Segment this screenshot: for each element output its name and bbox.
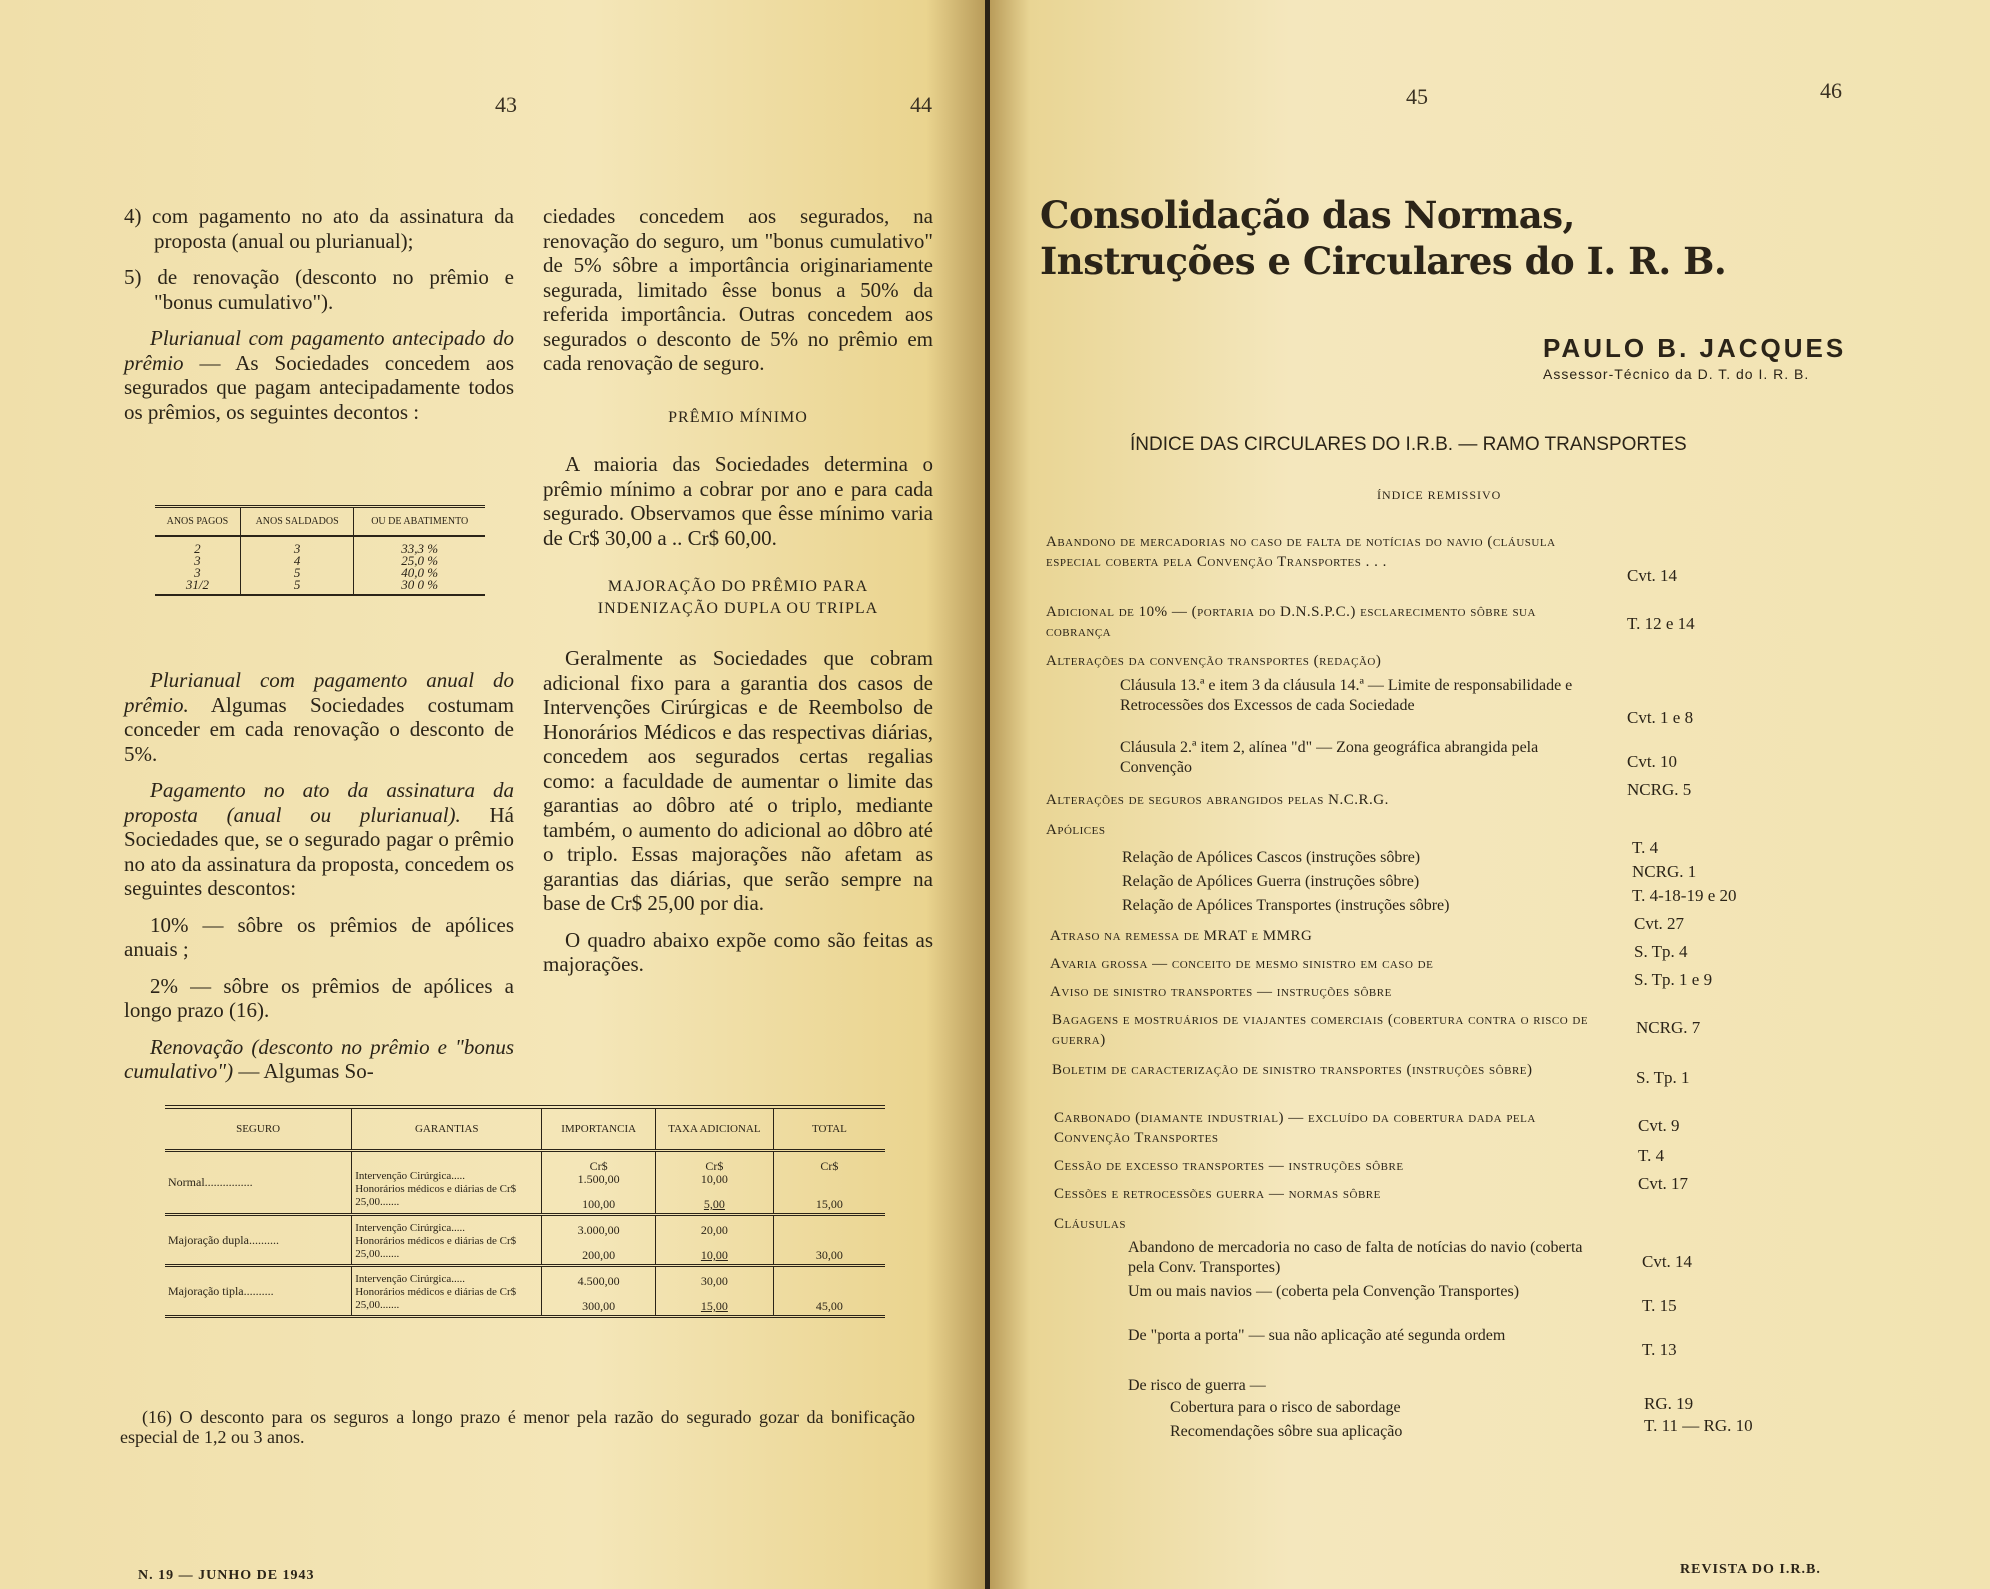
index-heading: ÍNDICE DAS CIRCULARES DO I.R.B. — RAMO TRANSPORTES	[1130, 434, 1687, 455]
col-header: ANOS PAGOS	[155, 507, 240, 537]
journal-footer: REVISTA DO I.R.B.	[1680, 1562, 1821, 1577]
table-row: 3 4 25,0 %	[155, 555, 485, 567]
index-entry: De "porta a porta" — sua não aplicação até segunda ordem	[1128, 1327, 1506, 1344]
paragraph-plurianual-anual: Plurianual com pagamento anual do prêmio. Algumas Sociedades costumam conceder em cada renovação o desconto de 5%.	[124, 668, 514, 766]
page-number-46: 46	[1820, 78, 1842, 103]
index-ref: NCRG. 1	[1632, 862, 1697, 881]
author-title: Assessor-Técnico da D. T. do I. R. B.	[1543, 366, 1810, 382]
col-header: SEGURO	[165, 1107, 352, 1151]
article-title: Consolidação das Normas, Instruções e Circulares do I. R. B.	[1040, 193, 1727, 283]
index-ref: T. 13	[1642, 1340, 1677, 1359]
index-ref: S. Tp. 1 e 9	[1634, 970, 1713, 989]
table-row-tripla: Majoração tipla.......... Intervenção Cirúrgica..... Honorários médicos e diárias de Cr$ 25,00....... 4.500,00 300,00 30,00 15,00 45,00	[165, 1266, 885, 1317]
index-entry: Avaria grossa — conceito de mesmo sinistro em caso de	[1050, 956, 1434, 972]
table-row: 3 5 40,0 %	[155, 567, 485, 579]
left-page	[0, 0, 985, 1589]
table-row-dupla: Majoração dupla.......... Intervenção Cirúrgica..... Honorários médicos e diárias de Cr$ 25,00....... 3.000,00 200,00 20,00 10,00 30,00	[165, 1215, 885, 1266]
index-ref: Cvt. 17	[1638, 1174, 1689, 1193]
col-header: TOTAL	[773, 1107, 885, 1151]
paragraph-10-percent: 10% — sôbre os prêmios de apólices anuais ;	[124, 912, 514, 961]
index-entry: Um ou mais navios — (coberta pela Convenção Transportes)	[1128, 1283, 1520, 1300]
index-entry: Carbonado (diamante industrial) — excluído da cobertura dada pela Convenção Transportes	[1054, 1110, 1536, 1146]
left-column-1	[124, 204, 514, 436]
index-ref: NCRG. 5	[1627, 780, 1692, 799]
majoracao-table	[165, 1105, 885, 1318]
col-header: ANOS SALDADOS	[240, 507, 354, 537]
index-ref: NCRG. 7	[1636, 1018, 1701, 1037]
index-entry: Cessão de excesso transportes — instruções sôbre	[1054, 1158, 1404, 1174]
list-item-5: 5) de renovação (desconto no prêmio e "bonus cumulativo").	[124, 265, 514, 314]
index-ref: Cvt. 1 e 8	[1627, 708, 1694, 727]
heading-premio-minimo: PRÊMIO MÍNIMO	[668, 408, 808, 426]
index-ref: T. 4	[1632, 838, 1659, 857]
paragraph-bonus: ciedades concedem aos segurados, na renovação do seguro, um "bonus cumulativo" de 5% sôbre a importância originariamente segurada, limitado êsse bonus a 50% da referida importância. Outras concedem aos segurados o desconto de 5% no prêmio em cada renovação de seguro.	[543, 204, 933, 375]
col-header: OU DE ABATIMENTO	[354, 507, 485, 537]
footnote-16: (16) O desconto para os seguros a longo prazo é menor pela razão do segurado gozar da bonificação especial de 1,2 ou 3 anos.	[120, 1407, 915, 1447]
paragraph-quadro: O quadro abaixo expõe como são feitas as majorações.	[543, 927, 933, 976]
index-entry: Cobertura para o risco de sabordage	[1170, 1399, 1401, 1416]
paragraph-pagamento-ato: Pagamento no ato da assinatura da proposta (anual ou plurianual). Há Sociedades que, se o segurado pagar o prêmio no ato da assinatura da proposta, concedem os seguintes descontos:	[124, 778, 514, 900]
author-name: PAULO B. JACQUES	[1543, 333, 1847, 363]
index-ref: Cvt. 10	[1627, 752, 1678, 771]
index-entry: Relação de Apólices Guerra (instruções sôbre)	[1122, 873, 1420, 890]
index-entry: Cláusulas	[1054, 1216, 1126, 1232]
paragraph-majoracao: Geralmente as Sociedades que cobram adicional fixo para a garantia dos casos de Intervenções Cirúrgicas e de Reembolso de Honorários Médicos e das respectivas diárias, concedem aos segurados certas regalias como: a faculdade de aumentar o limite das garantias ao dôbro até o triplo, mediante também, o aumento do adicional ao dôbro até o triplo. Essas majorações não afetam as garantias das diárias, que serão sempre na base de Cr$ 25,00 por dia.	[543, 646, 933, 915]
index-ref: S. Tp. 1	[1636, 1068, 1690, 1087]
index-ref: RG. 19	[1644, 1394, 1694, 1413]
col-header: TAXA ADICIONAL	[655, 1107, 773, 1151]
index-entry: Cessões e retrocessões guerra — normas sôbre	[1054, 1186, 1381, 1202]
index-entry: De risco de guerra —	[1128, 1377, 1266, 1394]
index-entry: Relação de Apólices Transportes (instruções sôbre)	[1122, 897, 1450, 914]
index-ref: S. Tp. 4	[1634, 942, 1688, 961]
index-entry: Abandono de mercadoria no caso de falta de notícias do navio (coberta pela Conv. Transportes)	[1128, 1239, 1583, 1276]
page-number-45: 45	[1406, 84, 1428, 109]
paragraph-renovacao: Renovação (desconto no prêmio e "bonus cumulativo") — Algumas So-	[124, 1034, 514, 1083]
index-ref: T. 15	[1642, 1296, 1677, 1315]
index-ref: T. 12 e 14	[1627, 614, 1695, 633]
page-number-43: 43	[495, 92, 517, 117]
index-entry: Alterações de seguros abrangidos pelas N.C.R.G.	[1046, 792, 1389, 808]
left-column-1-lower	[124, 668, 514, 1096]
index-entry: Cláusula 13.ª e item 3 da cláusula 14.ª — Limite de responsabilidade e Retrocessões dos Excessos de cada Sociedade	[1120, 677, 1573, 714]
index-entry: Bagagens e mostruários de viajantes comerciais (cobertura contra o risco de guerra)	[1052, 1012, 1589, 1048]
index-ref: T. 11 — RG. 10	[1644, 1416, 1753, 1435]
index-entry: Aviso de sinistro transportes — instruções sôbre	[1050, 984, 1392, 1000]
index-ref: Cvt. 14	[1627, 566, 1678, 585]
paragraph-plurianual-antecipado: Plurianual com pagamento antecipado do prêmio — As Sociedades concedem aos segurados que pagam antecipadamente todos os prêmios, os seguintes decontos :	[124, 326, 514, 424]
index-ref: Cvt. 9	[1638, 1116, 1680, 1135]
col-header: GARANTIAS	[352, 1107, 542, 1151]
list-item-4: 4) com pagamento no ato da assinatura da proposta (anual ou plurianual);	[124, 204, 514, 253]
index-ref: Cvt. 14	[1642, 1252, 1693, 1271]
table-row: 2 3 33,3 %	[155, 536, 485, 555]
index-entry: Relação de Apólices Cascos (instruções sôbre)	[1122, 849, 1421, 866]
index-entry: Alterações da convenção transportes (redação)	[1046, 653, 1382, 669]
table-row-normal: Normal................ Intervenção Cirúrgica..... Honorários médicos e diárias de Cr$ 25,00....... Cr$ 1.500,00 100,00 Cr$ 10,00 5,00 Cr$ 15,00	[165, 1151, 885, 1215]
table-row: 31/2 5 30 0 %	[155, 579, 485, 595]
index-entry: Abandono de mercadorias no caso de falta de notícias do navio (cláusula especial coberta pela Convenção Transportes . . .	[1046, 534, 1556, 570]
index-ref: Cvt. 27	[1634, 914, 1685, 933]
index-entry: Adicional de 10% — (portaria do D.N.S.P.C.) esclarecimento sôbre sua cobrança	[1046, 604, 1536, 640]
index-ref: T. 4-18-19 e 20	[1632, 886, 1737, 905]
issue-footer: N. 19 — JUNHO DE 1943	[138, 1568, 315, 1583]
page-number-44: 44	[910, 92, 932, 117]
index-entry: Recomendações sôbre sua aplicação	[1170, 1423, 1403, 1440]
col-header: IMPORTANCIA	[542, 1107, 656, 1151]
paragraph-2-percent: 2% — sôbre os prêmios de apólices a longo prazo (16).	[124, 973, 514, 1022]
index-entry: Boletim de caracterização de sinistro transportes (instruções sôbre)	[1052, 1062, 1533, 1078]
index-entry: Apólices	[1046, 822, 1106, 838]
discount-table	[155, 505, 485, 596]
index-subheading: ÍNDICE REMISSIVO	[1377, 488, 1502, 502]
heading-majoracao: MAJORAÇÃO DO PRÊMIO PARA INDENIZAÇÃO DUPLA OU TRIPLA	[597, 578, 879, 617]
paragraph-premio-minimo: A maioria das Sociedades determina o prêmio mínimo a cobrar por ano e para cada segurado. Observamos que êsse mínimo varia de Cr$ 30,00 a .. Cr$ 60,00.	[543, 452, 933, 550]
index-entry: Cláusula 2.ª item 2, alínea "d" — Zona geográfica abrangida pela Convenção	[1120, 739, 1539, 776]
left-column-2	[543, 204, 933, 989]
index-ref: T. 4	[1638, 1146, 1665, 1165]
index-entry: Atraso na remessa de MRAT e MMRG	[1050, 928, 1313, 944]
